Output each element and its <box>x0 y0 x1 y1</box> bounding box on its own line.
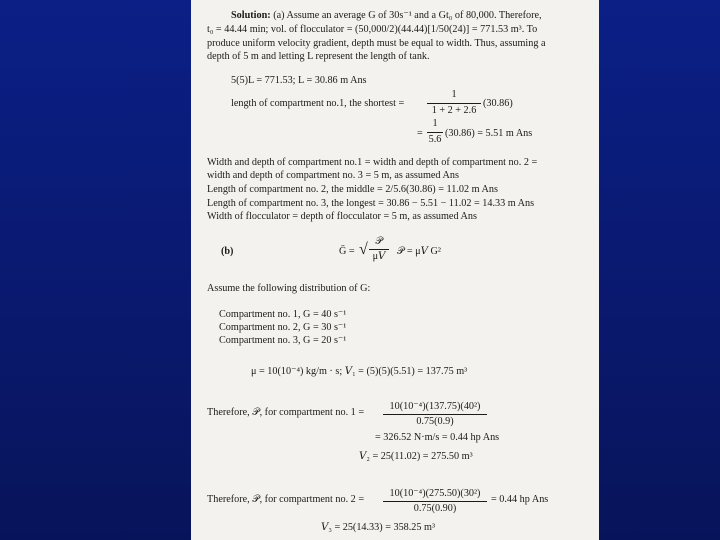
dims-line-3: Length of compartment no. 2, the middle = 2/5.6(30.86) = 11.02 m Ans <box>207 184 498 195</box>
part-a-line-2: t₀ = 44.44 min; vol. of flocculator = (50,000/2)(44.44)[1/50(24)] = 771.53 m³. To <box>207 24 538 35</box>
comp1-label: length of compartment no.1, the shortest = <box>231 98 405 109</box>
comp1-line2-fraction-bar <box>427 132 443 133</box>
distribution-item-1: Compartment no. 1, G = 40 s⁻¹ <box>219 309 347 320</box>
part-b-label: (b) <box>221 246 234 257</box>
document-page <box>191 0 599 540</box>
distribution-item-3: Compartment no. 3, G = 20 s⁻¹ <box>219 335 347 346</box>
dims-line-2: width and depth of compartment no. 3 = 5 m, as assumed Ans <box>207 170 459 181</box>
g-formula-numerator: 𝒫 <box>375 236 383 247</box>
comp1-line2-denominator: 5.6 <box>428 134 442 145</box>
p2-label: Therefore, 𝒫, for compartment no. 2 = <box>207 494 365 505</box>
p1-result: = 326.52 N·m/s = 0.44 hp Ans <box>375 432 500 443</box>
comp1-line2-numerator: 1 <box>432 118 438 129</box>
v3-line: 𝑉₃ = 25(14.33) = 358.25 m³ <box>321 522 436 533</box>
dims-line-5: Width of flocculator = depth of flocculator = 5 m, as assumed Ans <box>207 211 477 222</box>
v2-line: 𝑉₂ = 25(11.02) = 275.50 m³ <box>359 451 473 462</box>
comp1-line2-eq: = <box>417 128 423 139</box>
comp1-fraction-bar <box>427 103 481 104</box>
dims-line-4: Length of compartment no. 3, the longest = 30.86 − 5.51 − 11.02 = 14.33 m Ans <box>207 198 535 209</box>
g-formula-denominator: μ𝑉 <box>372 251 386 262</box>
part-a-line-3: produce uniform velocity gradient, depth must be equal to width. Thus, assuming a <box>207 38 546 49</box>
p1-numerator: 10(10⁻⁴)(137.75)(40²) <box>389 401 481 412</box>
dims-line-1: Width and depth of compartment no.1 = width and depth of compartment no. 2 = <box>207 157 538 168</box>
assume-distribution-text: Assume the following distribution of G: <box>207 283 371 294</box>
p1-label: Therefore, 𝒫, for compartment no. 1 = <box>207 407 365 418</box>
g-formula-fraction-bar <box>369 249 389 250</box>
equation-length-L: 5(5)L = 771.53; L = 30.86 m Ans <box>231 75 367 86</box>
p1-fraction-bar <box>383 414 487 415</box>
p-formula: 𝒫 = μ𝑉 G² <box>397 246 441 257</box>
solution-label: Solution: <box>231 10 271 21</box>
comp1-line2-tail: (30.86) = 5.51 m Ans <box>445 128 533 139</box>
comp1-numerator: 1 <box>451 89 457 100</box>
p2-numerator: 10(10⁻⁴)(275.50)(30²) <box>389 488 481 499</box>
p1-denominator: 0.75(0.9) <box>416 416 454 427</box>
comp1-denominator: 1 + 2 + 2.6 <box>431 105 477 116</box>
p2-denominator: 0.75(0.90) <box>413 503 457 514</box>
mu-volume-line: μ = 10(10⁻⁴) kg/m · s; 𝑉₁ = (5)(5)(5.51) = 137.75 m³ <box>251 366 468 377</box>
comp1-tail: (30.86) <box>483 98 513 109</box>
p2-result: = 0.44 hp Ans <box>491 494 549 505</box>
g-formula-lhs: Ḡ = <box>339 246 355 257</box>
part-a-line-4: depth of 5 m and letting L represent the length of tank. <box>207 51 430 62</box>
distribution-item-2: Compartment no. 2, G = 30 s⁻¹ <box>219 322 347 333</box>
p2-fraction-bar <box>383 501 487 502</box>
sqrt-symbol: √ <box>359 241 368 258</box>
part-a-line-1: (a) Assume an average G of 30s⁻¹ and a Gt₀ of 80,000. Therefore, <box>273 10 542 21</box>
solution-heading <box>231 10 542 22</box>
